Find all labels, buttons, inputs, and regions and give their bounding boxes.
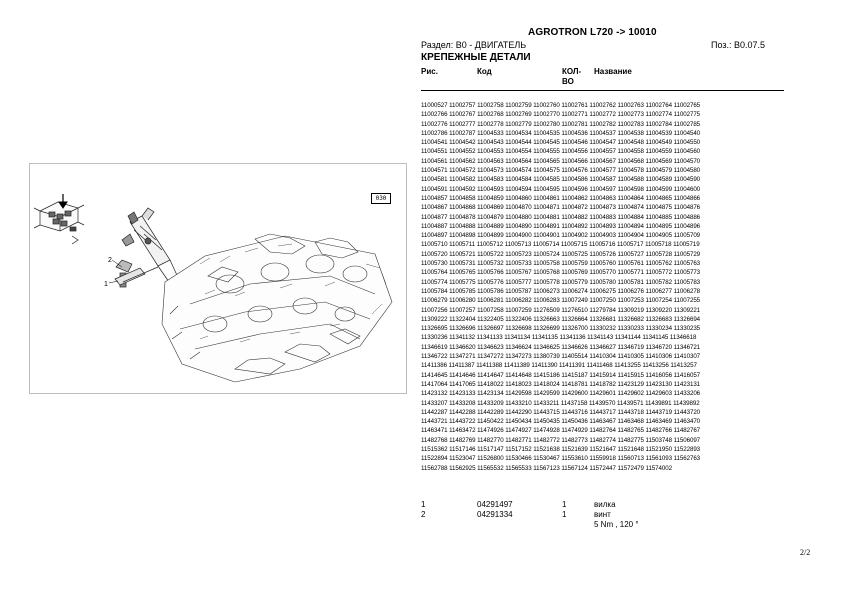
serial-code-row: 11417064 11417065 11418022 11418023 11418024 11418781 11418782 11423129 11423130 11423131 xyxy=(421,380,701,388)
exploded-view-diagram xyxy=(29,163,407,394)
serial-code-row: 11005764 11005765 11005766 11005767 11005768 11005769 11005770 11005771 11005772 11005773 xyxy=(421,269,701,277)
serial-code-row: 11007256 11007257 11007258 11007259 11276509 11276510 11279784 11309219 11309220 11309221 xyxy=(421,306,701,314)
fork-and-screw xyxy=(115,260,158,287)
serial-code-row: 11006279 11006280 11006281 11006282 11006283 11007249 11007250 11007253 11007254 11007255 xyxy=(421,297,701,305)
part-name: вилка xyxy=(594,500,616,509)
serial-code-row: 11522894 11523047 11526800 11530466 11530467 11553610 11559918 11560713 11561093 11562763 xyxy=(421,455,701,463)
serial-code-row: 11442287 11442288 11442289 11442290 11443715 11443716 11443717 11443718 11443719 11443720 xyxy=(421,408,701,416)
column-header-code: Код xyxy=(477,67,492,76)
serial-code-row: 11004887 11004888 11004889 11004890 11004891 11004892 11004893 11004894 11004895 11004896 xyxy=(421,222,701,230)
serial-code-row: 11005720 11005721 11005722 11005723 11005724 11005725 11005726 11005727 11005728 11005729 xyxy=(421,250,701,258)
column-header-ref: Рис. xyxy=(421,67,438,76)
page-number: 2/2 xyxy=(800,548,811,557)
group-subtitle: КРЕПЕЖНЫЕ ДЕТАЛИ xyxy=(421,52,531,63)
position-label: Поз.: B0.07.5 xyxy=(711,40,766,50)
figure-reference-box: 030 xyxy=(371,193,391,204)
serial-code-row: 11004541 11004542 11004543 11004544 11004545 11004546 11004547 11004548 11004549 11004550 xyxy=(421,139,701,147)
serial-code-row: 11004877 11004878 11004879 11004880 11004881 11004882 11004883 11004884 11004885 11004886 xyxy=(421,213,701,221)
serial-code-row: 11326695 11326696 11326697 11326698 11326699 11326700 11330232 11330233 11330234 11330235 xyxy=(421,325,701,333)
serial-code-row: 11515362 11517146 11517147 11517152 11521638 11521639 11521647 11521648 11521950 11522893 xyxy=(421,445,701,453)
engine-fastener-illustration xyxy=(30,164,408,395)
serial-code-row: 11004867 11004868 11004869 11004870 11004871 11004872 11004873 11004874 11004875 11004876 xyxy=(421,204,701,212)
serial-code-row: 11004897 11004898 11004899 11004900 11004901 11004902 11004903 11004904 11004905 11005709 xyxy=(421,232,701,240)
part-qty: 1 xyxy=(562,500,567,509)
serial-code-row: 11411386 11411387 11411388 11411389 11411390 11411391 11411468 11413255 11413256 11413257 xyxy=(421,362,697,370)
serial-code-row: 11005730 11005731 11005732 11005733 11005758 11005759 11005760 11005761 11005762 11005763 xyxy=(421,260,701,268)
engine-head-outline xyxy=(162,234,392,382)
serial-code-row: 11004857 11004858 11004859 11004860 11004861 11004862 11004863 11004864 11004865 11004866 xyxy=(421,194,701,202)
plug-detail-inset xyxy=(34,202,84,244)
serial-code-row: 11346722 11347271 11347272 11347273 11380739 11405514 11410304 11410305 11410306 11410307 xyxy=(421,353,701,361)
part-code: 04291497 xyxy=(477,500,513,509)
applicable-serial-codes xyxy=(421,101,801,473)
serial-code-row: 11346619 11346620 11346623 11346624 11346625 11346626 11346627 11346719 11346720 11346721 xyxy=(421,343,701,351)
serial-code-row: 11004591 11004592 11004593 11004594 11004595 11004596 11004597 11004598 11004599 11004600 xyxy=(421,185,701,193)
serial-code-row: 11330236 11341132 11341133 11341134 11341135 11341136 11341143 11341144 11341145 11346618 xyxy=(421,334,697,342)
serial-code-row: 11423132 11423133 11423134 11429598 11429599 11429600 11429601 11429602 11429603 11433206 xyxy=(421,390,701,398)
serial-code-row: 11004561 11004562 11004563 11004564 11004565 11004566 11004567 11004568 11004569 11004570 xyxy=(421,157,701,165)
section-label: Раздел: B0 - ДВИГАТЕЛЬ xyxy=(421,40,527,50)
callout-2: 2 xyxy=(108,257,112,264)
serial-code-row: 11443721 11443722 11450422 11450434 11450435 11450436 11463467 11463468 11463469 11463470 xyxy=(421,418,701,426)
column-header-qty: КОЛ-ВО xyxy=(562,67,582,86)
serial-code-row: 11414645 11414646 11414647 11414648 11415186 11415187 11415914 11415915 11416056 11416057 xyxy=(421,371,701,379)
serial-code-row: 11002786 11002787 11004533 11004534 11004535 11004536 11004537 11004538 11004539 11004540 xyxy=(421,129,701,137)
serial-code-row: 11005784 11005785 11005786 11005787 11006273 11006274 11006275 11006276 11006277 11006278 xyxy=(421,287,701,295)
catalog-title: AGROTRON L720 -> 10010 xyxy=(528,27,657,38)
serial-code-row: 11000527 11002757 11002758 11002759 11002760 11002761 11002762 11002763 11002764 11002765 xyxy=(421,102,701,109)
serial-code-row: 11309222 11322404 11322405 11322406 11326663 11326664 11326681 11326682 11326683 11326694 xyxy=(421,315,701,323)
serial-code-row: 11482768 11482769 11482770 11482771 11482772 11482773 11482774 11482775 11503748 11506097 xyxy=(421,436,701,444)
serial-code-row: 11004571 11004572 11004573 11004574 11004575 11004576 11004577 11004578 11004579 11004580 xyxy=(421,167,701,175)
serial-code-row: 11004581 11004582 11004583 11004584 11004585 11004586 11004587 11004588 11004589 11004590 xyxy=(421,176,701,184)
serial-code-row: 11562788 11562925 11565532 11565533 11567123 11567124 11572447 11572479 11574002 xyxy=(421,464,672,472)
serial-code-row: 11433207 11433208 11433209 11433210 11433211 11437158 11439570 11439571 11439891 11439892 xyxy=(421,399,700,407)
serial-code-row: 11463471 11463472 11474926 11474927 11474928 11474929 11482764 11482765 11482766 11482767 xyxy=(421,427,701,435)
callout-1: 1 xyxy=(104,281,108,288)
part-ref: 2 xyxy=(421,510,426,519)
serial-code-row: 11005710 11005711 11005712 11005713 11005714 11005715 11005716 11005717 11005718 11005719 xyxy=(421,241,700,249)
serial-code-row: 11002766 11002767 11002768 11002769 11002770 11002771 11002772 11002773 11002774 11002775 xyxy=(421,111,701,119)
column-header-name: Название xyxy=(594,67,632,76)
part-qty: 1 xyxy=(562,510,567,519)
part-note: 5 Nm , 120 ° xyxy=(594,520,639,529)
header-divider xyxy=(421,90,784,91)
part-code: 04291334 xyxy=(477,510,513,519)
part-ref: 1 xyxy=(421,500,426,509)
serial-code-row: 11002776 11002777 11002778 11002779 11002780 11002781 11002782 11002783 11002784 11002785 xyxy=(421,120,701,128)
serial-code-row: 11004551 11004552 11004553 11004554 11004555 11004556 11004557 11004558 11004559 11004560 xyxy=(421,148,701,156)
part-name: винт xyxy=(594,510,611,519)
serial-code-row: 11005774 11005775 11005776 11005777 11005778 11005779 11005780 11005781 11005782 11005783 xyxy=(421,278,701,286)
